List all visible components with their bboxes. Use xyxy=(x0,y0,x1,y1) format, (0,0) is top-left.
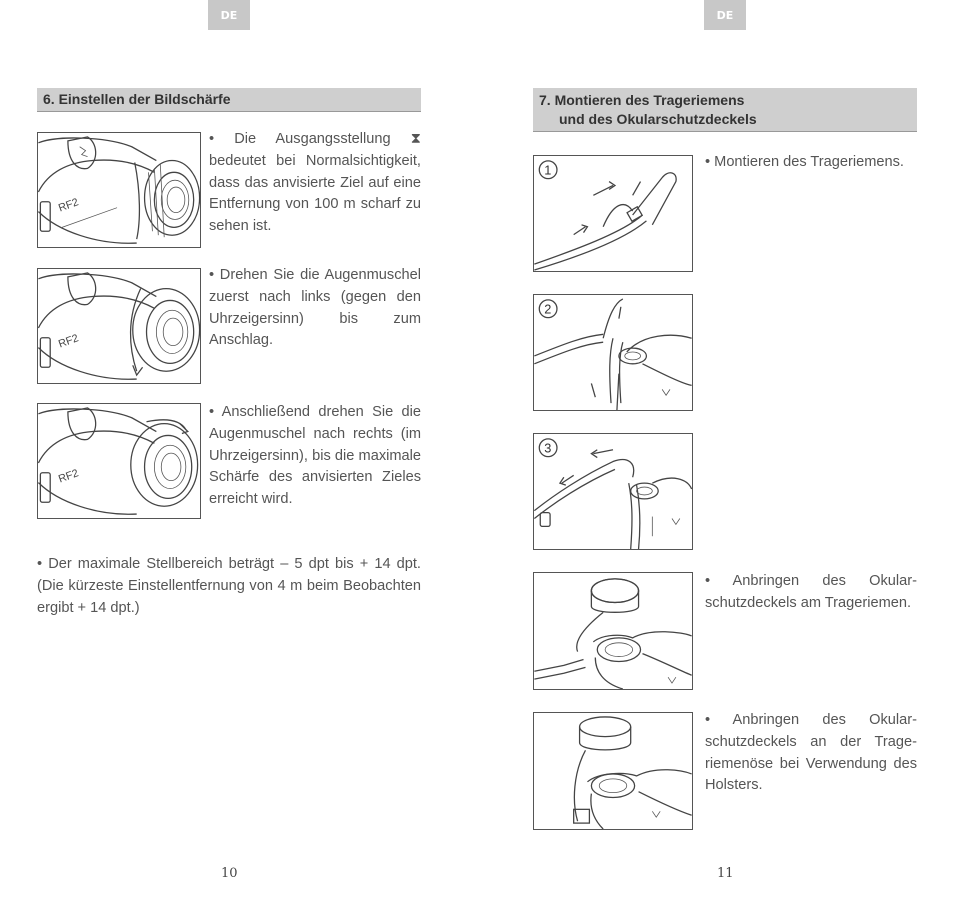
paragraph-cap-on-strap: • Anbringen des Okularschutzdeckels am Trageriemen. xyxy=(705,573,917,611)
paragraph-mount-strap: • Montieren des Trageriemens. xyxy=(705,154,904,170)
figure-eyecup-turn-left xyxy=(37,268,201,384)
step-1-number: 1 xyxy=(544,162,552,178)
section-heading-right xyxy=(533,88,917,132)
figure-eyepiece-cap-holster xyxy=(533,712,693,830)
paragraph-cap-on-holster: • Anbringen des Okularschutzdeckels an der Trageriemenöse bei Verwendung des Holsters. xyxy=(705,712,917,794)
figure-strap-step-3 xyxy=(533,433,693,550)
step-3-number: 3 xyxy=(544,440,552,456)
paragraph-turn-right: • Anschließend drehen Sie die Augenmuschel nach rechts (im Uhrzeigersinn), bis die maximale Schärfe des anvisierten Zieles erreicht wird. xyxy=(209,404,421,508)
svg-text:RF2: RF2 xyxy=(56,467,81,486)
language-tab-left: DE xyxy=(208,0,250,30)
figure-strap-step-1 xyxy=(533,155,693,272)
paragraph-initial-position: • Die Ausgangsstellung ⧗ bedeutet bei Normalsichtigkeit, dass das anvisierte Ziel auf eine Entfernung von 100 m scharf zu sehen ist. xyxy=(209,131,421,235)
paragraph-turn-left: • Drehen Sie die Augenmuschel zuerst nach links (gegen den Uhrzeigersinn) bis zum Anschlag. xyxy=(209,267,421,349)
page-number-left: 10 xyxy=(221,866,238,881)
svg-text:RF2: RF2 xyxy=(56,332,81,351)
figure-eyecup-turn-right xyxy=(37,403,201,519)
paragraph-adjustment-range: • Der maximale Stellbereich beträgt – 5 dpt bis + 14 dpt. (Die kürzeste Einstellentfernung von 4 m beim Beobachten ergibt + 14 dpt.) xyxy=(37,556,421,616)
language-tab-right: DE xyxy=(704,0,746,30)
figure-strap-step-2 xyxy=(533,294,693,411)
section-heading-right-line1: 7. Montieren des Trageriemens xyxy=(539,92,745,108)
device-label: RF2 xyxy=(56,196,81,215)
page-number-right: 11 xyxy=(717,866,734,881)
section-heading-right-line2: und des Okularschutzdeckels xyxy=(559,111,757,127)
step-2-number: 2 xyxy=(544,301,552,317)
figure-eyepiece-cap-strap xyxy=(533,572,693,690)
figure-eyecup-initial xyxy=(37,132,201,248)
section-heading-left: 6. Einstellen der Bildschärfe xyxy=(37,88,421,112)
